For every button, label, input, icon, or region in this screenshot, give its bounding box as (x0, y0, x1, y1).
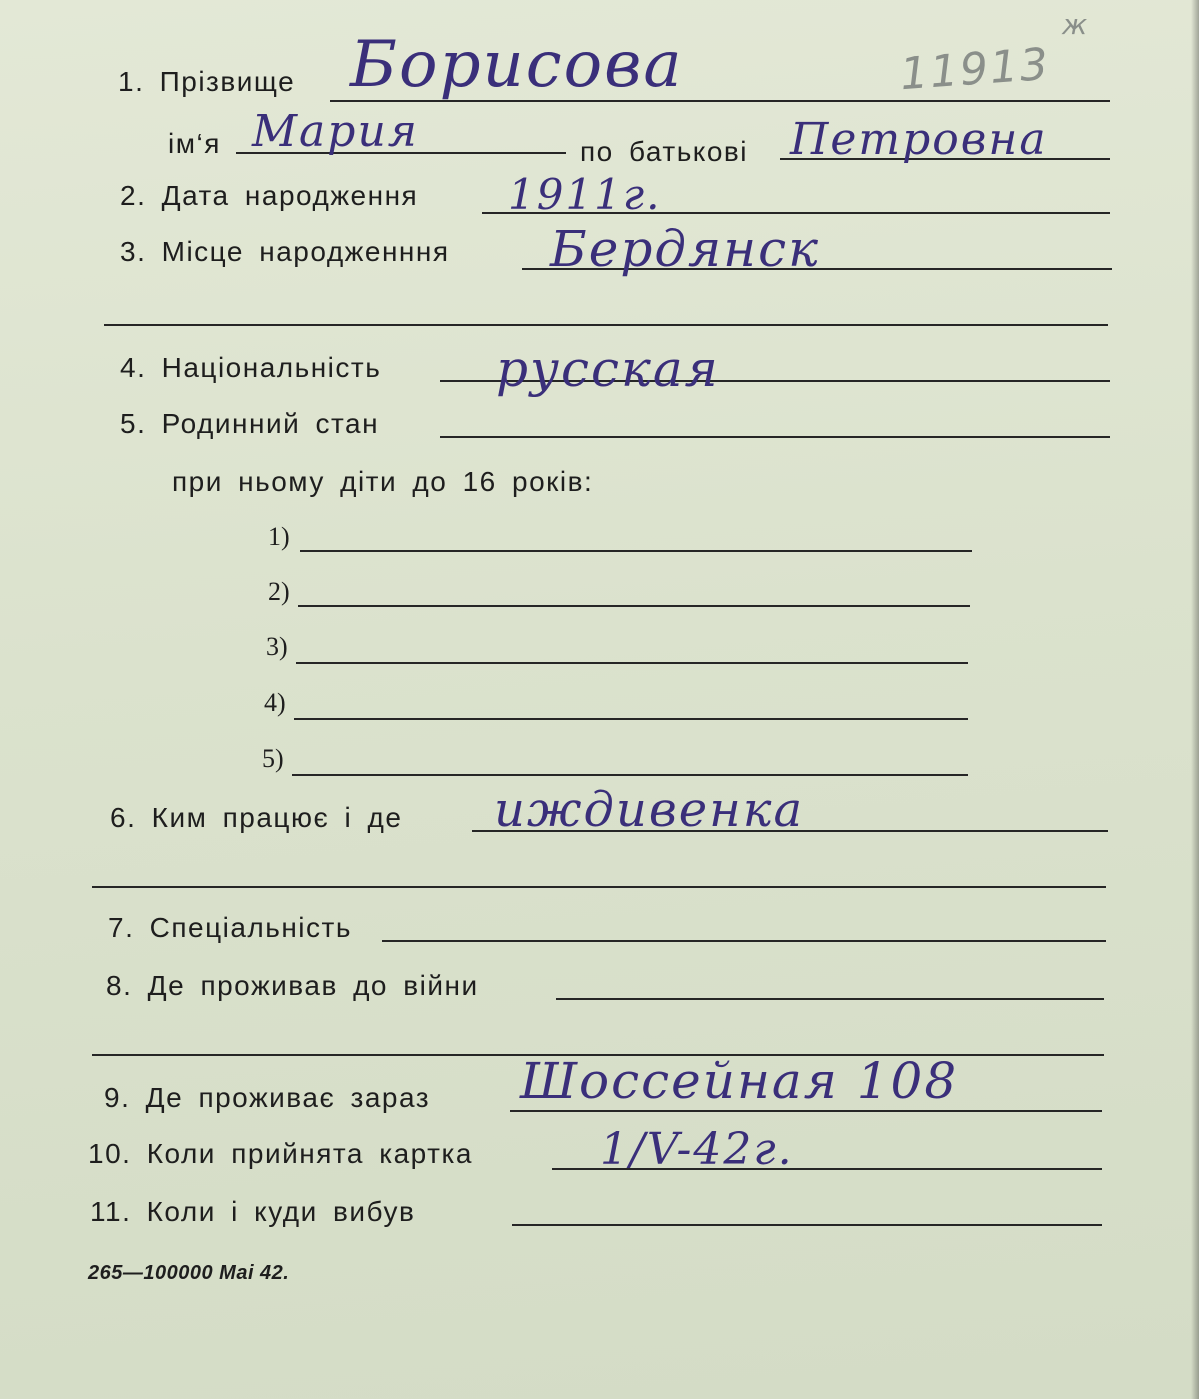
birth-place-label: 3. Місце народженння (120, 236, 450, 267)
specialty-line (382, 940, 1106, 942)
child-3-label: 3) (266, 632, 288, 661)
nationality-label: 4. Національність (120, 352, 382, 383)
child-2-label: 2) (268, 577, 290, 606)
child-4-label: 4) (264, 688, 286, 717)
archive-number: 11913 (898, 38, 1052, 101)
prewar-residence-label: 8. Де проживав до війни (106, 970, 479, 1001)
first-name-value[interactable]: Мария (252, 106, 419, 157)
departure-line (512, 1224, 1102, 1226)
child-5-label: 5) (262, 744, 284, 773)
surname-value[interactable]: Борисова (350, 28, 684, 102)
occupation-value[interactable]: иждивенка (494, 782, 805, 838)
marital-status-label: 5. Родинний стан (120, 408, 380, 439)
first-name-label: ім‘я (168, 128, 221, 159)
children-label: при ньому діти до 16 років: (172, 466, 594, 497)
birth-date-label: 2. Дата народження (120, 180, 419, 211)
current-residence-line (510, 1110, 1102, 1112)
departure-label: 11. Коли і куди вибув (90, 1196, 416, 1227)
current-residence-label: 9. Де проживає зараз (104, 1082, 431, 1113)
corner-mark: ж (1062, 8, 1090, 41)
prewar-residence-line (556, 998, 1104, 1000)
patronymic-value[interactable]: Петровна (790, 114, 1048, 165)
child-3-line (296, 662, 968, 664)
card-accepted-label: 10. Коли прийнята картка (88, 1138, 473, 1169)
birth-place-line-2 (104, 324, 1108, 326)
print-run-footer: 265—100000 Mai 42. (88, 1262, 290, 1284)
child-2-line (298, 605, 970, 607)
marital-status-line (440, 436, 1110, 438)
card-accepted-value[interactable]: 1/V-42г. (600, 1124, 794, 1175)
child-1-line (300, 550, 972, 552)
surname-label: 1. Прізвище (118, 66, 296, 97)
card-edge-shadow (1191, 0, 1199, 1399)
specialty-label: 7. Спеціальність (108, 912, 352, 943)
birth-place-value[interactable]: Бердянск (550, 220, 820, 278)
current-residence-value[interactable]: Шоссейная 108 (520, 1052, 959, 1110)
patronymic-label: по батькові (580, 136, 749, 167)
child-5-line (292, 774, 968, 776)
occupation-label: 6. Ким працює і де (110, 802, 403, 833)
birth-date-value[interactable]: 1911г. (508, 170, 662, 219)
child-4-line (294, 718, 968, 720)
child-1-label: 1) (268, 522, 290, 551)
nationality-value[interactable]: русская (496, 340, 720, 398)
occupation-line-2 (92, 886, 1106, 888)
